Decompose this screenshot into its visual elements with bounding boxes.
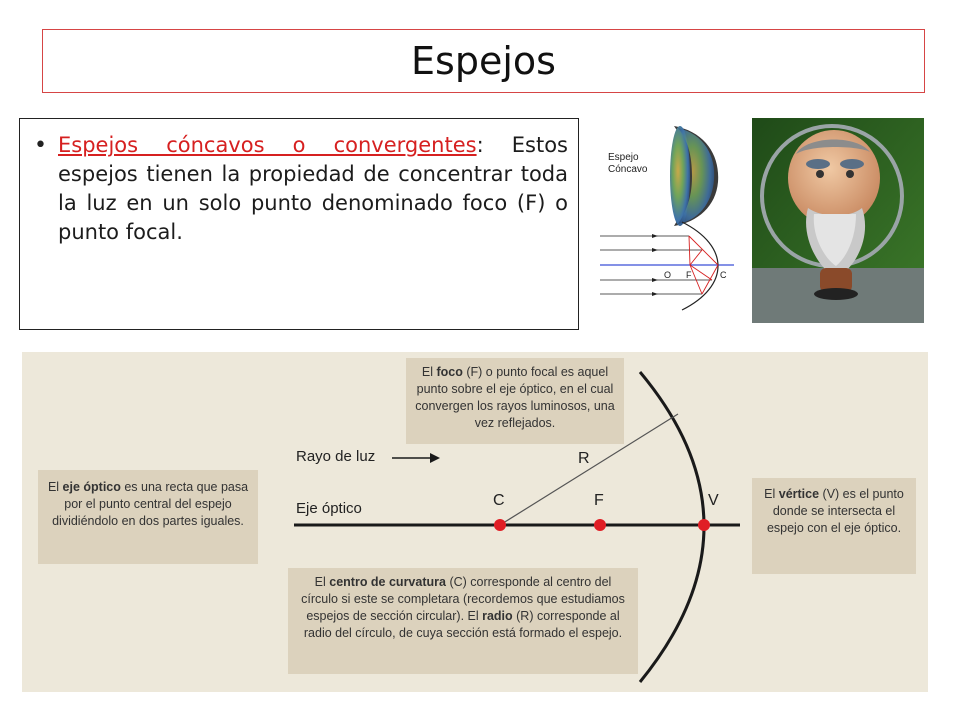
concave-mirror-svg — [594, 118, 744, 328]
radius-label: R — [578, 450, 590, 467]
eyebrow-right — [840, 159, 864, 169]
eye-right — [846, 170, 854, 178]
point-f-label: F — [594, 492, 604, 509]
point-f-dot — [594, 519, 606, 531]
vertice-post: (V) es el punto donde se intersecta el espejo con el eje óptico. — [766, 487, 904, 535]
bullet-colon: : — [476, 133, 484, 157]
foco-bold: foco — [436, 365, 463, 379]
mirror-arc — [640, 372, 704, 682]
figurine-mirror-photo — [752, 118, 924, 323]
point-c-small: C — [720, 270, 727, 280]
centro-post: (R) corresponde al radio del círculo, de cuya sección está formado el espejo. — [303, 609, 623, 640]
foco-pre: El — [421, 365, 437, 379]
concave-label-2: Cóncavo — [608, 164, 648, 175]
info-box-eje — [38, 470, 258, 564]
page-title: Espejos — [411, 39, 556, 83]
vertice-pre: El — [764, 487, 779, 501]
foco-post: (F) o punto focal es aquel punto sobre el eje óptico, en el cual convergen los rayos luminosos, una vez reflejados. — [415, 365, 615, 430]
eje-bold: eje óptico — [62, 480, 121, 494]
point-v-label: V — [708, 492, 719, 509]
eyebrow-left — [806, 159, 830, 169]
figurine-photo-svg — [752, 118, 924, 323]
ray-label: Rayo de luz — [296, 448, 376, 465]
bullet-dot: • — [34, 133, 47, 158]
concave-label-1: Espejo — [608, 152, 639, 163]
bullet-body: Estos espejos tienen la propiedad de concentrar toda la luz en un solo punto denominado foco (F) o punto focal. — [58, 133, 568, 244]
info-box-foco — [406, 358, 624, 444]
axis-label: Eje óptico — [296, 500, 362, 517]
ray-arrow-head — [430, 453, 440, 463]
eje-pre: El — [47, 480, 63, 494]
centro-pre: El — [314, 575, 330, 589]
mirror-arc-small — [682, 222, 718, 310]
eje-post: es una recta que pasa por el punto central del espejo dividiéndolo en dos partes iguales. — [52, 480, 249, 528]
bullet-heading: Espejos cóncavos o convergentes — [58, 133, 477, 157]
mirror-diagram — [22, 352, 928, 692]
point-o-small: O — [664, 270, 672, 280]
figurine-base — [814, 288, 858, 300]
centro-mid: (C) corresponde al centro del círculo si este se completara (recordemos que estudiamos espejos de sección circular). El — [301, 575, 625, 623]
info-box-centro — [288, 568, 638, 674]
bullet-item — [30, 131, 568, 247]
point-c-dot — [494, 519, 506, 531]
eye-left — [816, 170, 824, 178]
vertice-bold: vértice — [778, 487, 820, 501]
centro-bold2: radio — [482, 609, 513, 623]
point-c-label: C — [493, 492, 505, 509]
concave-mirror-figure — [594, 118, 744, 328]
centro-bold: centro de curvatura — [329, 575, 446, 589]
bullet-text — [58, 131, 568, 247]
text-box — [19, 118, 579, 330]
point-v-dot — [698, 519, 710, 531]
info-box-vertice — [752, 478, 916, 574]
title-box — [42, 29, 925, 93]
point-f-small: F — [686, 270, 692, 280]
